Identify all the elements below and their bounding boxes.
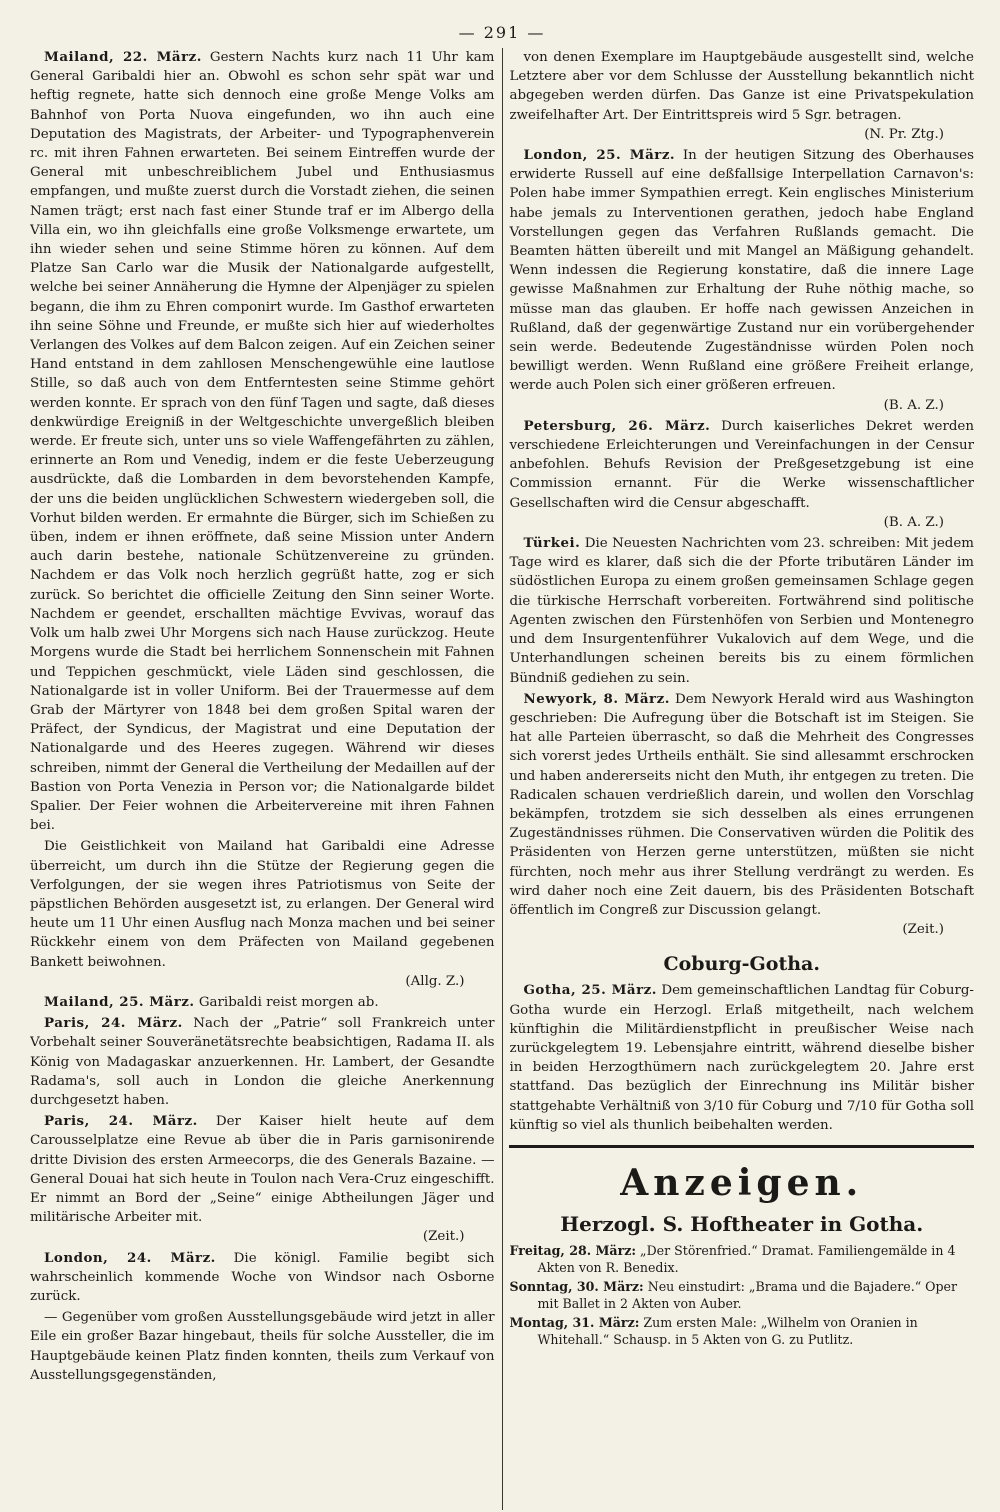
coburg-heading: Coburg-Gotha.	[663, 953, 820, 976]
theater-events	[509, 1242, 974, 1349]
article-dateline: Paris, 24. März.	[44, 1113, 198, 1130]
article	[30, 48, 495, 835]
coburg-article	[509, 981, 974, 1135]
article-dateline: Türkei.	[523, 535, 581, 552]
event-text: Zum ersten Male: „Wilhelm von Oranien in Whitehall.“ Schausp. in 5 Akten von G. zu Putlitz.	[537, 1314, 918, 1348]
theater-event	[509, 1314, 974, 1349]
article-dateline: Mailand, 22. März.	[44, 49, 202, 65]
coburg-dateline: Gotha, 25. März.	[523, 982, 657, 999]
event-date: Freitag, 28. März:	[509, 1242, 637, 1258]
theater-title: Herzogl. S. Hoftheater in Gotha.	[560, 1211, 924, 1236]
article-text: In der heutigen Sitzung des Oberhauses erwiderte Russell auf eine deßfallsige Interpellation Carnavon's: Polen habe immer Sympathien erregt. Kein englisches Ministerium habe jemals zu Interventionen gerathen, jedoch habe England Vorstellungen gegen das Verfahren Rußlands gemacht. Die Beamten hätten übereilt und mit Mangel an Mäßigung gehandelt. Wenn indessen die Regierung konstatire, daß die innere Lage gewisse Maßnahmen zur Erhaltung der Ruhe nöthig mache, so müsse man das glauben. Er hoffe nach gewissen Anzeichen in Rußland, daß der gegenwärtige Zustand nur ein vorübergehender sein werde. Bedeutende Zugeständnisse würden Polen noch bewilligt werden. Wenn Rußland eine größere Freiheit erlange, werde auch Polen sich einer größeren erfreuen.	[509, 148, 974, 394]
article-dateline: Paris, 24. März.	[44, 1015, 183, 1032]
article-source: (B. A. Z.)	[883, 514, 944, 530]
theater-event	[509, 1278, 974, 1313]
article	[30, 837, 495, 991]
event-date: Sonntag, 30. März:	[509, 1278, 644, 1294]
article-source: (Allg. Z.)	[405, 973, 465, 989]
article	[30, 1112, 495, 1246]
article-text: Die Geistlichkeit von Mailand hat Garibaldi eine Adresse überreicht, um durch ihn die Stütze der Regierung gegen die Verfolgungen, der sie wegen ihres Patriotismus von Seite der päpstlichen Behörden ausgesetzt ist, zu erlangen. Der General wird heute um 11 Uhr einen Ausflug nach Monza machen und bei seiner Rückkehr einem von dem Präfecten von Mailand gegebenen Bankett beiwohnen.	[30, 839, 495, 970]
coburg-text: Dem gemeinschaftlichen Landtag für Coburg-Gotha wurde ein Herzogl. Erlaß mitgetheilt, nach welchem künftighin die Militärdienstpflicht in preußischer Weise nach zurückgelegtem 19. Lebensjahre eintritt, während dieselbe bisher in beiden Herzogthümern nach zurückgelegtem 20. Jahre erst stattfand. Das bezüglich der Einrechnung ins Militär bisher stattgehabte Verhältniß von 3/10 für Coburg und 7/10 für Gotha soll künftig so viel als thunlich beibehalten werden.	[509, 983, 974, 1133]
event-date: Montag, 31. März:	[509, 1314, 640, 1330]
article-text: Der Kaiser hielt heute auf dem Carousselplatze eine Revue ab über die in Paris garnisonirende dritte Division des ersten Armeecorps, die des Generals Bazaine. — General Douai hat sich heute in Toulon nach Vera-Cruz eingeschifft. Er nimmt an Bord der „Seine“ einige Abtheilungen Jäger und militärische Arbeiter mit.	[30, 1114, 495, 1226]
article-text: Nach der „Patrie“ soll Frankreich unter Vorbehalt seiner Souveränetätsrechte beabsichtigen, Radama II. als König von Madagaskar anzuerkennen. Hr. Lambert, der Gesandte Radama's, soll auch in London die gleiche Anerkennung durchgesetzt haben.	[30, 1016, 495, 1108]
right-column-articles	[509, 48, 974, 939]
theater-event	[509, 1242, 974, 1277]
article-text: Gestern Nachts kurz nach 11 Uhr kam General Garibaldi hier an. Obwohl es schon sehr spät war und heftig regnete, hatte sich dennoch eine große Menge Volks am Bahnhof von Porta Nuova eingefunden, wo ihn auch eine Deputation des Magistrats, der Arbeiter- und Typographenverein rc. mit ihren Fahnen erwarteten. Bei seinem Eintreffen wurde der General mit unbeschreiblichem Jubel und Enthusiasmus empfangen, und mußte zuerst durch die Vorstadt ziehen, die seinen Namen trägt; erst nach fast einer Stunde traf er im Albergo della Villa ein, wo ihn gleichfalls eine große Volksmenge erwartete, um ihn wieder sehen und seine Stimme hören zu können. Auf dem Platze San Carlo war die Musik der Nationalgarde aufgestellt, welche bei seiner Annäherung die Hymne der Alpenjäger zu spielen begann, die ihm zu Ehren componirt wurde. Im Gasthof erwarteten ihn seine Söhne und Freunde, er mußte sich hier auf wiederholtes Verlangen des Volkes auf dem Balcon zeigen. Auf ein Zeichen seiner Hand entstand in dem zahllosen Menschengewühle eine lautlose Stille, so daß auch von dem Entferntesten seine Stimme gehört werden konnte. Er sprach von den fünf Tagen und sagte, daß dieses denkwürdige Ereigniß in der Weltgeschichte unvergeßlich bleiben werde. Er freute sich, unter uns so viele Waffengefährten zu zählen, erinnerte an Rom und Venedig, indem er die feste Ueberzeugung ausdrückte, daß die Lombarden in dem bevorstehenden Kampfe, der uns die beiden unglücklichen Schwestern wiedergeben soll, die Vorhut bilden werden. Er ermahnte die Bürger, sich im Schießen zu üben, indem er ihnen eröffnete, daß seine Mission unter Andern auch darin bestehe, nationale Schützenvereine zu gründen. Nachdem er das Volk noch herzlich gegrüßt hatte, zog er sich zurück. So berichtet die officielle Zeitung den Sinn seiner Worte. Nachdem er geendet, erschallten mächtige Evvivas, worauf das Volk um halb zwei Uhr Morgens sich nach Hause zurückzog. Heute Morgens wurde die Stadt bei herrlichem Sonnenschein mit Fahnen und Teppichen geschmückt, viele Läden sind geschlossen, die Nationalgarde ist in voller Uniform. Bei der Trauermesse auf dem Grab der Märtyrer von 1848 bei dem großen Spital waren der Präfect, der Syndicus, der Magistrat und eine Deputation der Nationalgarde und des Heeres zugegen. Während wir dieses schreiben, nimmt der General die Vertheilung der Medaillen auf der Bastion von Porta Venezia in Person vor; die Nationalgarde bildet Spalier. Der Feier wohnen die Arbeitervereine mit ihren Fahnen bei.	[30, 50, 495, 834]
article-text: Dem Newyork Herald wird aus Washington geschrieben: Die Aufregung über die Botschaft ist im Steigen. Sie hat alle Parteien überrascht, so daß die Mehrheit des Congresses sich vorerst jedes Urtheils enthält. Sie sind allesammt erschrocken und haben andererseits nicht den Muth, ihr entgegen zu treten. Die Radicalen schauen verdrießlich darein, und wollen den Vorschlag bekämpfen, trotzdem sie sich desselben als eines errungenen Zugeständnisses rühmen. Die Conservativen würden die Politik des Präsidenten von Herzen gerne unterstützen, müßten sie nicht fürchten, noch mehr aus ihrer Stellung verdrängt zu werden. Es wird daher noch eine Zeit dauern, bis des Präsidenten Botschaft öffentlich im Congreß zur Discussion gelangt.	[509, 691, 974, 918]
article	[30, 1249, 495, 1307]
article-dateline: Mailand, 25. März.	[44, 993, 195, 1010]
article-source: (B. A. Z.)	[883, 397, 944, 413]
article	[509, 417, 974, 532]
article-text: von denen Exemplare im Hauptgebäude ausgestellt sind, welche Letztere aber vor dem Schlusse der Ausstellung bekanntlich nicht abgegeben werden dürfen. Das Ganze ist eine Privatspekulation zweifelhafter Art. Der Eintrittspreis wird 5 Sgr. betragen.	[509, 50, 974, 123]
article-text: Die Neuesten Nachrichten vom 23. schreiben: Mit jedem Tage wird es klarer, daß sich die der Pforte tributären Länder im südöstlichen Europa zu einem großen gemeinsamen Schlage gegen die türkische Herrschaft vorbereiten. Fortwährend sind politische Agenten zwischen den Fürstenhöfen von Serbien und Montenegro und dem Insurgentenführer Vukalovich auf dem Wege, und die Unterhandlungen scheinen bereits bis zu einem förmlichen Bündniß gediehen zu sein.	[509, 536, 974, 686]
page-number: — 291 —	[458, 23, 546, 42]
article	[509, 534, 974, 688]
article-dateline: Petersburg, 26. März.	[523, 417, 711, 434]
article-text: Die königl. Familie begibt sich wahrscheinlich kommende Woche von Windsor nach Osborne zurück.	[30, 1250, 495, 1304]
article	[30, 1308, 495, 1385]
event-text: Neu einstudirt: „Brama und die Bajadere.“ Oper mit Ballet in 2 Akten von Auber.	[537, 1278, 957, 1312]
ads-heading: Anzeigen.	[620, 1161, 864, 1204]
columns	[30, 48, 974, 1510]
right-column	[509, 48, 974, 1510]
article-dateline: London, 25. März.	[523, 147, 676, 164]
article-text: — Gegenüber vom großen Ausstellungsgebäude wird jetzt in aller Eile ein großer Bazar hingebaut, theils für solche Aussteller, die im Hauptgebäude keinen Platz finden konnten, theils zum Verkauf von Ausstellungsgegenständen,	[30, 1310, 495, 1383]
article	[509, 690, 974, 940]
event-text: „Der Störenfried.“ Dramat. Familiengemälde in 4 Akten von R. Benedix.	[537, 1242, 956, 1276]
article	[30, 1014, 495, 1110]
column-divider	[502, 48, 503, 1510]
article	[30, 993, 495, 1012]
article-source: (N. Pr. Ztg.)	[864, 126, 944, 142]
article	[509, 146, 974, 415]
article	[509, 48, 974, 144]
article-text: Garibaldi reist morgen ab.	[198, 994, 379, 1010]
article-source: (Zeit.)	[422, 1229, 465, 1245]
article-dateline: Newyork, 8. März.	[523, 690, 670, 707]
article-text: Durch kaiserliches Dekret werden verschiedene Erleichterungen und Vereinfachungen in der Censur anbefohlen. Behufs Revision der Preßgesetzgebung ist eine Commission ernannt. Für die Werke wissenschaftlicher Gesellschaften wird die Censur abgeschafft.	[509, 418, 974, 511]
article-dateline: London, 24. März.	[44, 1249, 216, 1266]
article-source: (Zeit.)	[902, 922, 944, 938]
left-column	[30, 48, 495, 1510]
ads-rule	[509, 1145, 974, 1148]
